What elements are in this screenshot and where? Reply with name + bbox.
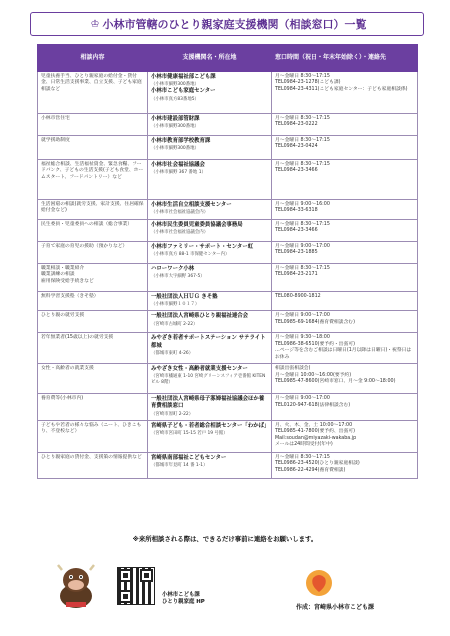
author-credit: 作成：宮崎県小林市こども課 — [296, 604, 375, 611]
table-header-row — [38, 45, 418, 72]
agency-cell — [148, 292, 272, 311]
consultation-content: 民生委員・児童委員への相談（総合事業） — [38, 220, 148, 242]
table-row — [38, 394, 418, 421]
consultation-content: 子育て家庭の育児の援助（預かりなど） — [38, 242, 148, 264]
hours-contact: 月～金曜日 9:00～16:00 TEL0984-33-6318 — [272, 200, 418, 220]
agency-cell — [148, 452, 272, 478]
table-row — [38, 242, 418, 264]
table-row — [38, 200, 418, 220]
consultation-content: ひとり親家庭の貸付金、支援策の情報提供など — [38, 452, 148, 478]
hours-contact: 月～金曜日 8:30～17:15 TEL0984-23-1278(こども課) TEL0984-23-4311(こども家庭センター：子ども家庭相談係) — [272, 72, 418, 114]
agency-name: 小林市教育部学校教育課 — [151, 138, 211, 144]
agency-address: （小林市真方83番地5） — [151, 96, 199, 102]
table-row — [38, 220, 418, 242]
agency-name: 小林市社会福祉協議会 — [151, 162, 205, 168]
hours-contact: 月～金曜日 8:30～17:15 TEL0984-23-2171 — [272, 264, 418, 292]
agency-address: （小林市細野１０１７） — [151, 302, 200, 308]
table-row — [38, 114, 418, 136]
agency-name: 宮崎県子ども・若者総合相談センター「わかば」 — [151, 422, 270, 429]
hours-contact: 月～金曜日 8:30～17:15 TEL0986-23-4520(ひとり親家庭相談) TEL0986-22-4294(養育費相談) — [272, 452, 418, 478]
hours-contact: TEL080-8900-1812 — [272, 292, 418, 311]
agency-address: （都城市年見町 14 番 1-1） — [151, 462, 208, 468]
consultation-content: 職業相談・職業紹介 職業訓練の相談 雇用保険受給手続きなど — [38, 264, 148, 292]
table-row — [38, 311, 418, 333]
agency-name: 一般社団法人ＨＵＧ きそ塾 — [151, 294, 218, 300]
agency-cell — [148, 160, 272, 200]
consultation-content: 養育費等(小林市内) — [38, 394, 148, 421]
agency-cell — [148, 264, 272, 292]
consultation-content: 無料学習支援塾（きそ塾） — [38, 292, 148, 311]
consultation-content: 子どもや若者の様々な悩み（ニート、ひきこもり、不登校など） — [38, 420, 148, 452]
consultation-content: 児童扶養手当、ひとり親家庭の給付金・貸付金、日常生活支援事業、自立支援、子ども家庭相談など — [38, 72, 148, 114]
table-row — [38, 264, 418, 292]
agency-name: みやざき女性・高齢者就業支援センター — [151, 366, 248, 373]
hours-contact: 月、火、木、金、土 10:00～17:00 TEL0985-41-7800(要予約、出張可) Mail:soudan@miyazaki-wakaba.jp メールは24時間受付(年中) — [272, 420, 418, 452]
consultation-content: 若年無業者(15歳以上)の就労支援 — [38, 333, 148, 364]
qr-caption-line: 小林市こども課 — [162, 592, 200, 598]
qr-finder — [119, 569, 132, 582]
visit-note: ※来所相談される際は、できるだけ事前に連絡をお願いします。 — [132, 535, 318, 543]
hours-contact: 相談出張相談会( 月～金曜日 10:00～16:00(要予約) TEL0985-47-8600(宮崎市窓口、月～金 9:00～18:00) — [272, 364, 418, 394]
header-agency: 支援機関名・所在地 — [148, 45, 272, 72]
hours-contact: 月～金曜日 9:30～18:00 TEL0986-38-6510(要予約・出張可) …ページ等を含むご相談は日曜日(1月以降は日曜日)・祝祭日はお休み — [272, 333, 418, 364]
agency-cell — [148, 420, 272, 452]
hours-contact: 月～金曜日 8:30～17:15 TEL0984-23-0222 — [272, 114, 418, 136]
agency-cell — [148, 333, 272, 364]
agency-table — [37, 44, 418, 479]
agency-cell — [148, 220, 272, 242]
hours-contact: 月～金曜日 8:30～17:15 TEL0984-23-3466 — [272, 220, 418, 242]
consultation-content: 就学援助制度 — [38, 136, 148, 160]
agency-address: （小林市社会福祉協議会内） — [151, 210, 209, 216]
agency-name: 小林市ファミリー・サポート・センター虹 — [151, 244, 254, 250]
agency-name: 宮崎県南部福祉こどもセンター — [151, 454, 227, 461]
table-row — [38, 160, 418, 200]
agency-cell — [148, 394, 272, 421]
consultation-content: 生活困窮の相談(就労支援、家計支援、住居確保給付金など) — [38, 200, 148, 220]
prefecture-logo-icon — [304, 568, 334, 598]
agency-address: （小林市細野300番地） — [151, 146, 199, 152]
agency-name: 一般社団法人宮崎県母子寡婦福祉協議会ほか養育費相談窓口 — [151, 396, 265, 410]
agency-address: （小林市細野300番地） — [151, 124, 199, 130]
agency-address: （小林市細野300番地） — [151, 82, 199, 88]
agency-address: （宮崎市宮田町 15-15 若戸 19 号館） — [151, 430, 228, 436]
agency-cell — [148, 242, 272, 264]
agency-cell — [148, 200, 272, 220]
agency-name: みやざき若者サポートステーション サテライト都城 — [151, 335, 266, 349]
agency-name: 小林市生活自立相談支援センター — [151, 202, 232, 208]
qr-finder — [140, 569, 153, 582]
qr-finder — [119, 590, 132, 603]
header-hours: 窓口時間（祝日・年末年始除く）・連絡先 — [272, 45, 418, 72]
hours-contact: 月～金曜日 8:30～17:15 TEL0984-23-0424 — [272, 136, 418, 160]
cow-mascot-icon — [54, 562, 98, 610]
agency-address: （宮崎市古城町 2-22） — [151, 321, 198, 327]
crown-icon: ♔ — [90, 18, 100, 30]
agency-cell — [148, 72, 272, 114]
page-title — [30, 12, 424, 36]
consultation-content: 小林市営住宅 — [38, 114, 148, 136]
agency-address: （小林市真方 88-1 市保健センター内） — [151, 252, 230, 258]
agency-address: （宮崎市橘通東 1-10 宮崎グリーンスフィア壱番館 KITEN ビル 8階） — [151, 374, 266, 386]
qr-caption — [162, 592, 205, 607]
qr-caption-line: ひとり親家庭 HP — [162, 599, 205, 606]
hours-contact: 月～金曜日 9:00～17:00 TEL0985-69-1684(養育費相談含む) — [272, 311, 418, 333]
qr-code[interactable] — [117, 567, 155, 605]
hours-contact: 月～金曜日 8:30～17:15 TEL0984-23-3466 — [272, 160, 418, 200]
consultation-content: ひとり親の就労支援 — [38, 311, 148, 333]
agency-cell — [148, 311, 272, 333]
agency-name: 小林市こども家庭センター — [151, 88, 216, 95]
agency-address: （小林市細野 367 番地 1） — [151, 170, 206, 176]
agency-address: （小林市大字細野 367-5） — [151, 274, 205, 280]
table-row — [38, 452, 418, 478]
agency-name: 小林市健康福祉部こども課 — [151, 74, 216, 80]
hours-contact: 月～金曜日 9:00～17:00 TEL0984-23-1885 — [272, 242, 418, 264]
agency-cell — [148, 136, 272, 160]
table-row — [38, 420, 418, 452]
agency-name: 小林市民生委員児童委員協議会事務局 — [151, 222, 243, 228]
header-content: 相談内容 — [38, 45, 148, 72]
table-row — [38, 72, 418, 114]
table-row — [38, 292, 418, 311]
agency-address: （小林市社会福祉協議会内） — [151, 230, 209, 236]
agency-address: （宮崎市原町 2-22） — [151, 411, 194, 417]
table-row — [38, 333, 418, 364]
agency-address: （都城市東町 4-26） — [151, 350, 194, 356]
page-title-text: 小林市管轄のひとり親家庭支援機関（相談窓口）一覧 — [102, 18, 367, 31]
table-row — [38, 136, 418, 160]
agency-name: 小林市建設部管財課 — [151, 116, 200, 122]
consultation-content: 福祉総合相談、生活福祉資金、緊急食糧、フードバンク、子どもの生活支援(子ども食堂、ホームスタート、フードパントリー）など — [38, 160, 148, 200]
table-row — [38, 364, 418, 394]
agency-cell — [148, 364, 272, 394]
agency-name: 一般社団法人宮崎県ひとり親福祉連合会 — [151, 313, 249, 320]
hours-contact: 月～金曜日 9:00～17:00 TEL0120-947-618(法律相談含む) — [272, 394, 418, 421]
consultation-content: 女性・高齢者の就業支援 — [38, 364, 148, 394]
agency-name: ハローワーク小林 — [151, 266, 195, 272]
agency-cell — [148, 114, 272, 136]
